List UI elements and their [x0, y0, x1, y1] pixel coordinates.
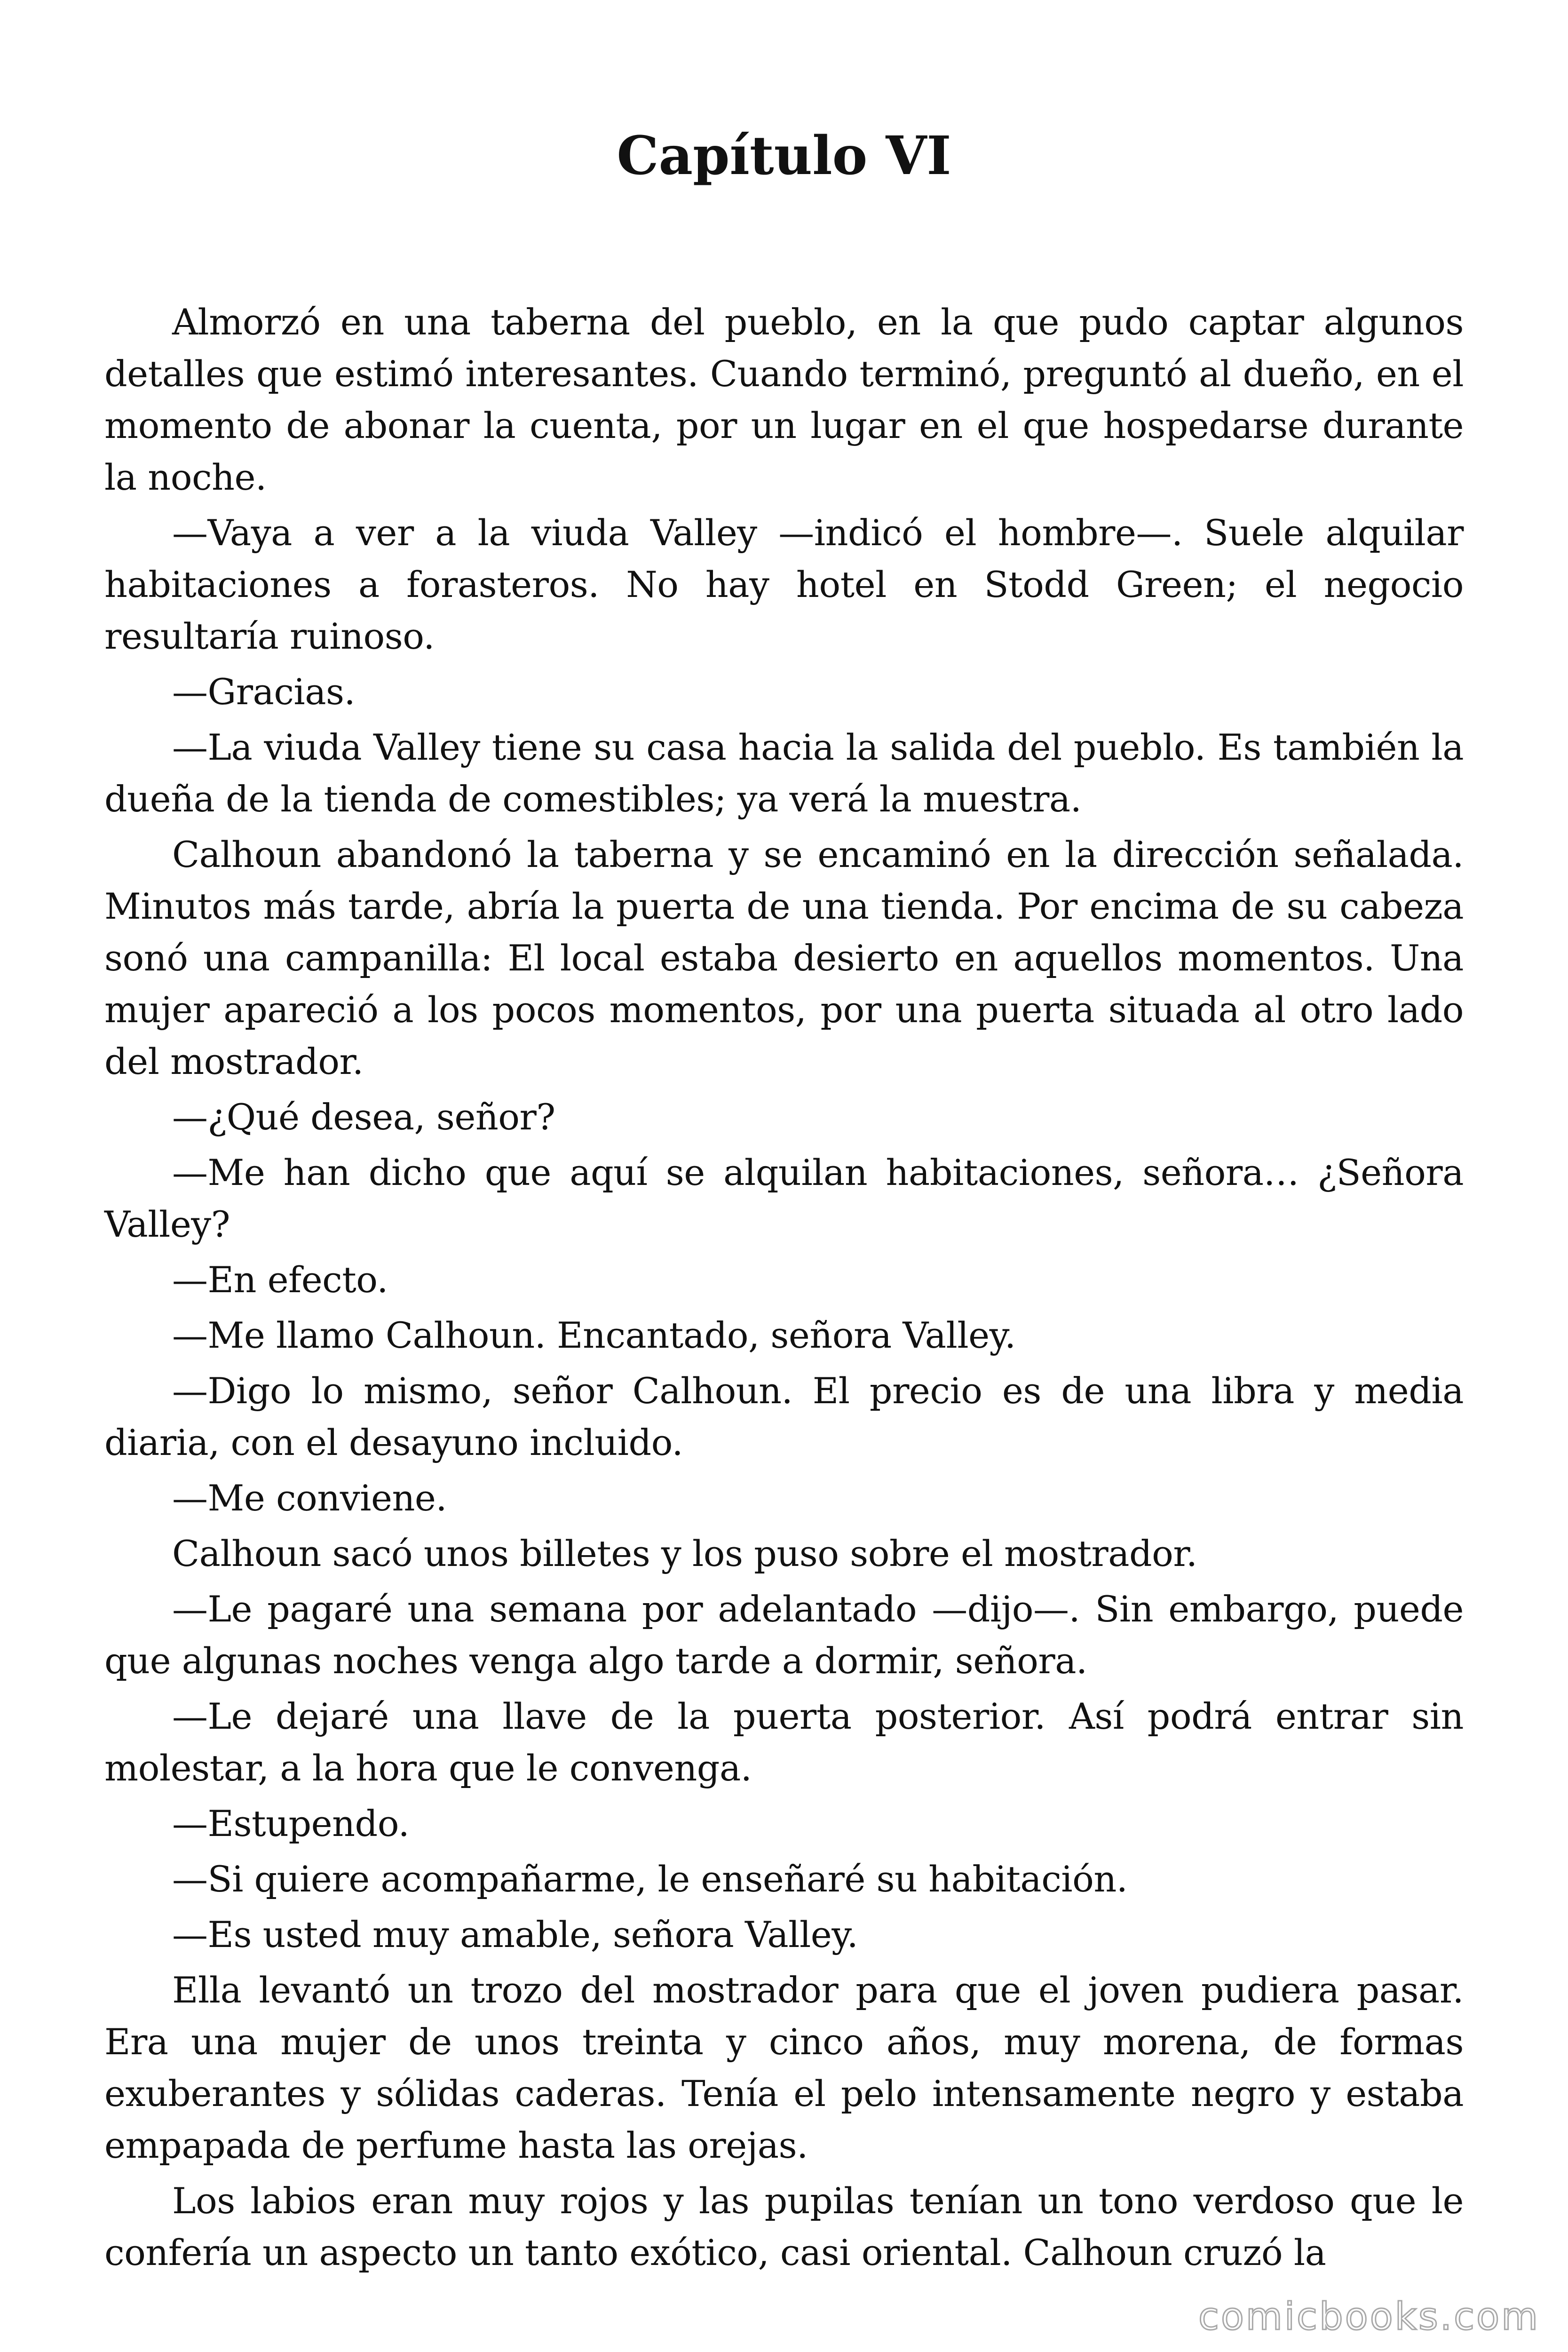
paragraph: —Me llamo Calhoun. Encantado, señora Valley.	[172, 1314, 1016, 1356]
chapter-title: Capítulo VI	[617, 125, 951, 187]
paragraph: —Le dejaré una llave de la puerta posterior. Así podrá entrar sin molestar, a la hora que le convenga.	[104, 1695, 1464, 1789]
watermark-logo: comicbooks.com	[1198, 2295, 1540, 2338]
paragraph: —Gracias.	[172, 671, 356, 713]
paragraph: —Vaya a ver a la viuda Valley —indicó el hombre—. Suele alquilar habitaciones a forasteros. No hay hotel en Stodd Green; el negocio resultaría ruinoso.	[104, 512, 1464, 657]
paragraph: —Si quiere acompañarme, le enseñaré su habitación.	[172, 1858, 1128, 1900]
paragraph: Los labios eran muy rojos y las pupilas tenían un tono verdoso que le confería un aspecto un tanto exótico, casi oriental. Calhoun cruzó la	[104, 2180, 1464, 2273]
body-text	[104, 296, 1464, 2282]
paragraph: —Es usted muy amable, señora Valley.	[172, 1914, 858, 1955]
paragraph: —Estupendo.	[172, 1803, 410, 1844]
paragraph: —Me han dicho que aquí se alquilan habitaciones, señora… ¿Señora Valley?	[104, 1152, 1464, 1245]
paragraph: —Digo lo mismo, señor Calhoun. El precio es de una libra y media diaria, con el desayuno incluido.	[104, 1370, 1464, 1463]
paragraph: Calhoun abandonó la taberna y se encaminó en la dirección señalada. Minutos más tarde, abría la puerta de una tienda. Por encima de su cabeza sonó una campanilla: El local estaba desierto en aquellos momentos. Una mujer apareció a los pocos momentos, por una puerta situada al otro lado del mostrador.	[104, 834, 1464, 1082]
paragraph: —Le pagaré una semana por adelantado —dijo—. Sin embargo, puede que algunas noches venga algo tarde a dormir, señora.	[104, 1588, 1464, 1682]
paragraph: —En efecto.	[172, 1259, 388, 1301]
paragraph: Calhoun sacó unos billetes y los puso sobre el mostrador.	[172, 1533, 1197, 1574]
paragraph: —La viuda Valley tiene su casa hacia la salida del pueblo. Es también la dueña de la tienda de comestibles; ya verá la muestra.	[104, 726, 1464, 820]
paragraph: Ella levantó un trozo del mostrador para que el joven pudiera pasar. Era una mujer de unos treinta y cinco años, muy morena, de formas exuberantes y sólidas caderas. Tenía el pelo intensamente negro y estaba empapada de perfume hasta las orejas.	[104, 1969, 1464, 2166]
paragraph: —¿Qué desea, señor?	[172, 1096, 555, 1138]
paragraph: Almorzó en una taberna del pueblo, en la que pudo captar algunos detalles que estimó interesantes. Cuando terminó, preguntó al dueño, en el momento de abonar la cuenta, por un lugar en el que hospedarse durante la noche.	[104, 301, 1464, 498]
paragraph: —Me conviene.	[172, 1477, 447, 1519]
